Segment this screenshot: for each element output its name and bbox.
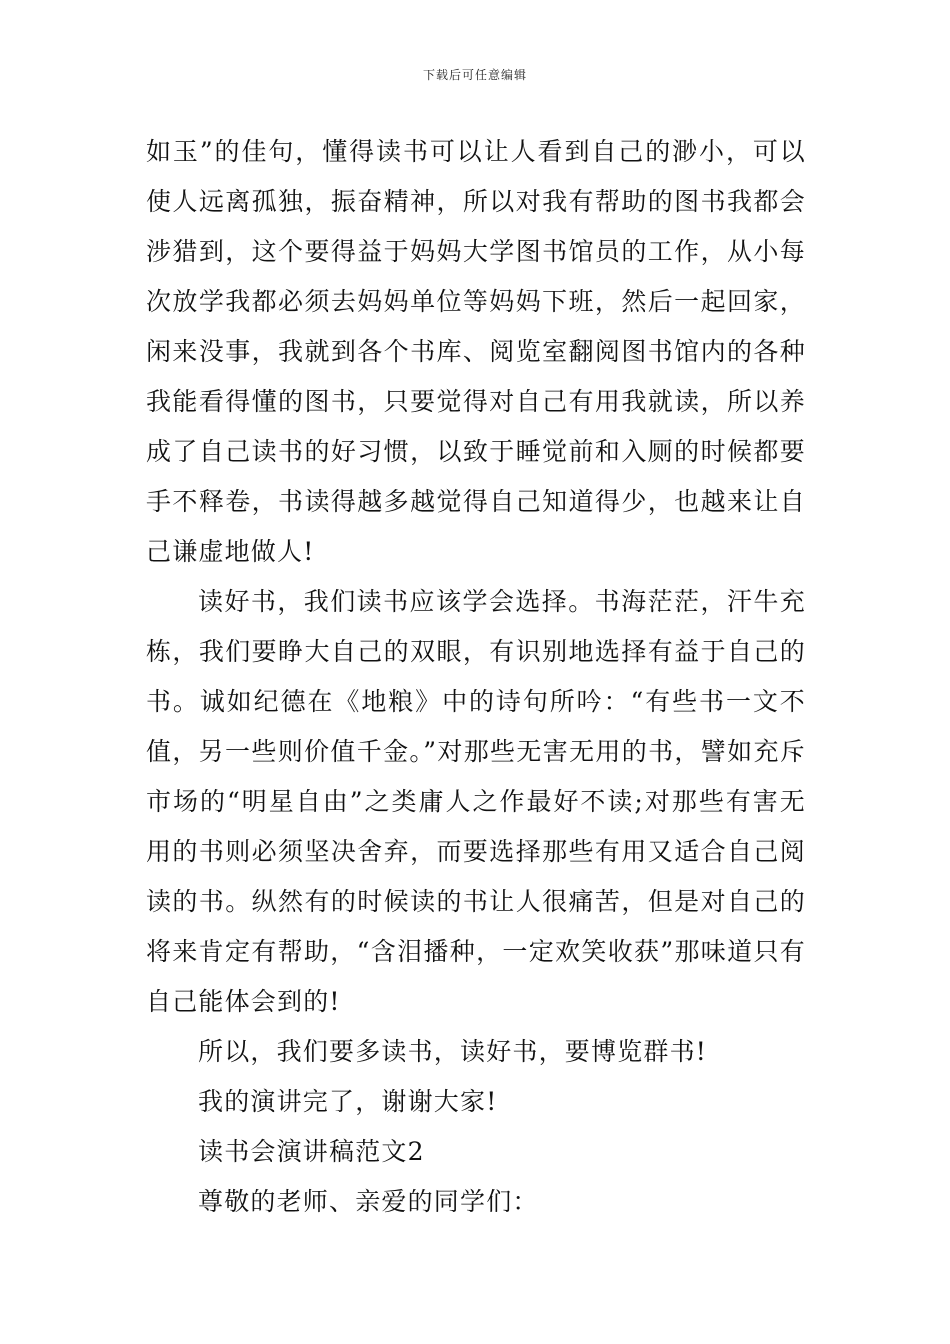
- salutation: 尊敬的老师、亲爱的同学们：: [198, 1187, 539, 1216]
- paragraph-thanks: 我的演讲完了，谢谢大家!: [198, 1087, 498, 1116]
- document-body: [146, 127, 806, 1227]
- paragraph-continuation: 如玉”的佳句，懂得读书可以让人看到自己的渺小，可以使人远离孤独，振奋精神，所以对我有帮助的图书我都会涉猎到，这个要得益于妈妈大学图书馆员的工作，从小每次放学我都必须去妈妈单位等妈妈下班，然后一起回家，闲来没事，我就到各个书库、阅览室翻阅图书馆内的各种我能看得懂的图书，只要觉得对自己有用我就读，所以养成了自己读书的好习惯，以致于睡觉前和入厕的时候都要手不释卷，书读得越多越觉得自己知道得少，也越来让自己谦虚地做人!: [146, 137, 806, 566]
- paragraph-conclusion: 所以，我们要多读书，读好书，要博览群书!: [198, 1037, 708, 1066]
- paragraph-choose-good-books: 读好书，我们读书应该学会选择。书海茫茫，汗牛充栋，我们要睁大自己的双眼，有识别地选择有益于自己的书。诚如纪德在《地粮》中的诗句所吟：“有些书一文不值，另一些则价值千金。”对那些无害无用的书，譬如充斥市场的“明星自由”之类庸人之作最好不读;对那些有害无用的书则必须坚决舍弃，而要选择那些有用又适合自己阅读的书。纵然有的时候读的书让人很痛苦，但是对自己的将来肯定有帮助，“含泪播种，一定欢笑收获”那味道只有自己能体会到的!: [146, 587, 806, 1016]
- section-title: 读书会演讲稿范文2: [198, 1137, 425, 1166]
- page-header: 下载后可任意编辑: [422, 68, 527, 82]
